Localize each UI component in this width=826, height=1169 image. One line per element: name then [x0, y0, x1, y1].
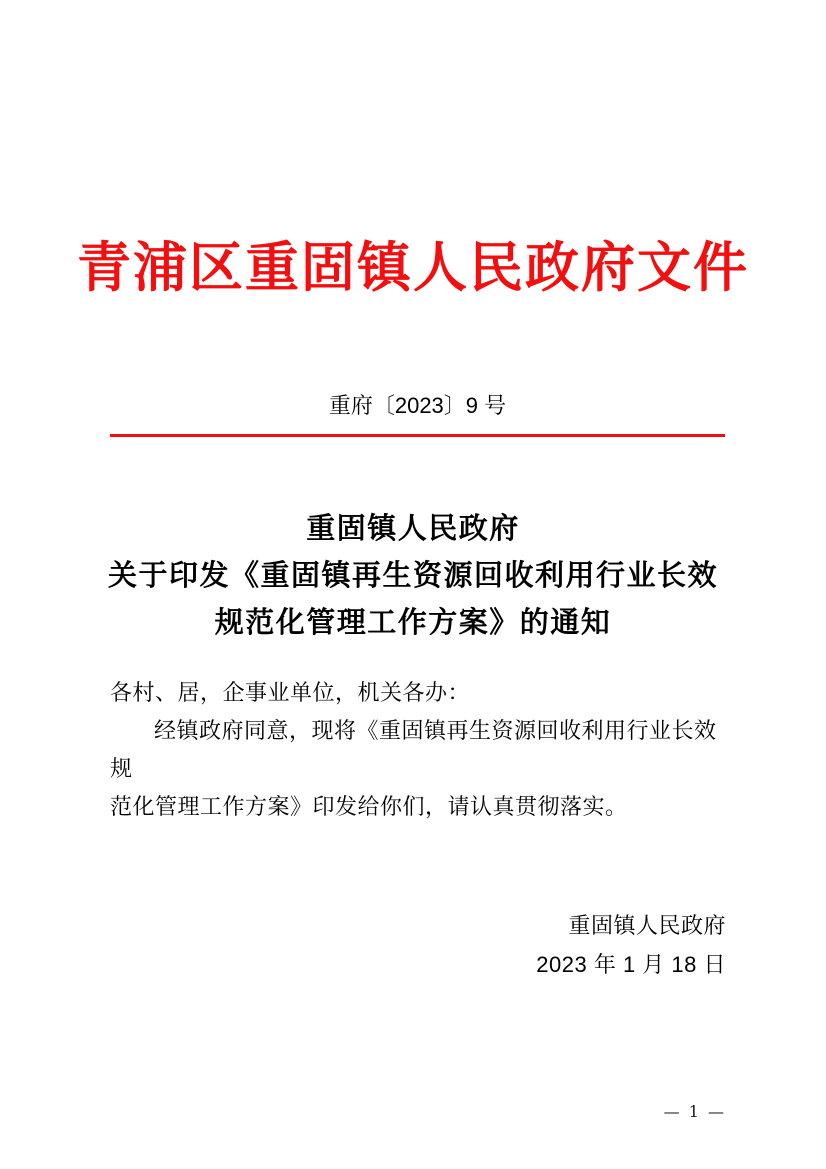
document-body: [110, 674, 726, 826]
document-title-line-3: 规范化管理工作方案》的通知: [214, 607, 612, 639]
signoff-block: [110, 906, 726, 984]
salutation: 各村、居，企事业单位，机关各办：: [110, 680, 471, 705]
letterhead-title: 青浦区重固镇人民政府文件: [77, 238, 749, 298]
document-title: [55, 506, 771, 647]
document-title-line-2: 关于印发《重固镇再生资源回收利用行业长效: [107, 560, 718, 592]
red-separator-rule: [110, 434, 725, 437]
body-paragraph-line-1: 经镇政府同意，现将《重固镇再生资源回收利用行业长效规: [110, 718, 717, 781]
page-number: — 1 —: [663, 1102, 726, 1121]
signature-date: 2023 年 1 月 18 日: [536, 952, 726, 977]
document-title-line-1: 重固镇人民政府: [306, 513, 520, 545]
signature-org: 重固镇人民政府: [568, 913, 726, 938]
body-paragraph-line-2: 范化管理工作方案》印发给你们，请认真贯彻落实。: [110, 794, 628, 819]
document-number: 重府〔2023〕9 号: [328, 393, 507, 418]
